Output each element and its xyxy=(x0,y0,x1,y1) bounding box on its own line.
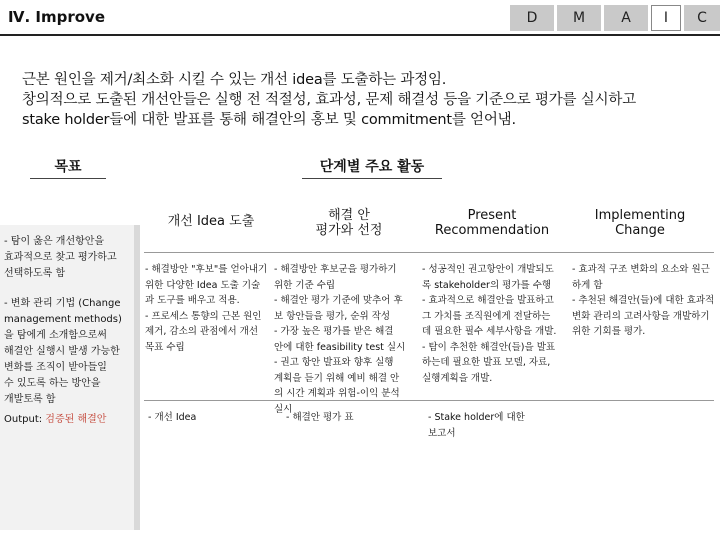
output-rule xyxy=(144,400,714,401)
intro-text xyxy=(22,70,720,130)
page-title: Ⅳ. Improve xyxy=(8,8,106,26)
goal-output-label: Output: xyxy=(4,414,46,425)
column-body-idea: - 해결방안 "후보"를 얻아내기 위한 다양한 Idea 도출 기술 과 도구를 배우고 적용. - 프로세스 통향의 근본 원인 제거, 감소의 관점에서 개선 목표 수립 xyxy=(145,264,268,353)
phase-tab-d[interactable]: D xyxy=(510,5,554,31)
column-title-evaluate: 해결 안 평가와 선정 xyxy=(315,208,383,238)
goal-output-value: 검증된 해결안 xyxy=(45,414,107,425)
goal-heading: 목표 xyxy=(54,159,82,175)
column-output-idea: - 개선 Idea xyxy=(148,412,197,423)
title-rule xyxy=(0,34,720,36)
column-body-implement: - 효과적 구조 변화의 요소와 원근 하게 함 - 추천된 해결안(들)에 대한 효과적 변화 관리의 고려사항을 개발하기 위한 기회를 평가. xyxy=(572,264,715,337)
column-title-implement: Implementing Change xyxy=(594,208,686,238)
intro-line-1: 근본 원인을 제거/최소화 시킬 수 있는 개선 idea를 도출하는 과정임. xyxy=(22,72,447,88)
goal-output xyxy=(4,410,106,425)
column-output-evaluate: - 해결안 평가 표 xyxy=(286,412,354,423)
phase-tab-a[interactable]: A xyxy=(604,5,648,31)
column-body-evaluate: - 해결방안 후보군을 평가하기 위한 기준 수립 - 해결안 평가 기준에 맞추어 후 보 항안들을 평가, 순위 작성 - 가장 높은 평가를 받은 해결 안에 대한 feasibility test 실시 - 권고 항안 발표와 향후 실행 계획을 듣기 위해 예비 해결 안 의 시간 계획과 위험-이익 분석 실시 xyxy=(274,264,406,415)
goal-divider xyxy=(134,225,140,530)
column-title-rule xyxy=(144,252,714,253)
intro-line-3: stake holder들에 대한 발표를 통해 해결안의 홍보 및 commitment를 얻어냄. xyxy=(22,112,516,128)
column-body-present: - 성공적인 권고항안이 개발되도 록 stakeholder의 평가를 수행 - 효과적으로 해결안을 발표하고 그 가치를 조직원에게 전달하는 데 필요한 필수 세부사항을 개발. - 탐이 추천한 해결안(들)을 발표 하는데 필요한 발표 모델, 자료, 실행계획을 개발. xyxy=(422,264,557,384)
phase-tab-i[interactable]: I xyxy=(651,5,681,31)
column-title-present: Present Recommendation xyxy=(434,208,550,238)
goal-item-2: - 변화 관리 기법 (Change management methods) 을 탐에게 소개함으로써 해결안 실행시 발생 가능한 변화를 조직이 받아들일 수 있도록 하는 방안을 개발토록 함 xyxy=(4,298,122,405)
intro-line-2: 창의적으로 도출된 개선안들은 실행 전 적절성, 효과성, 문제 해결성 등을 기준으로 평가를 실시하고 xyxy=(22,92,637,108)
activities-heading-underline xyxy=(302,178,442,179)
column-output-present: - Stake holder에 대한 보고서 xyxy=(428,412,525,439)
phase-tab-c[interactable]: C xyxy=(684,5,720,31)
activities-heading: 단계별 주요 활동 xyxy=(319,159,425,175)
goal-heading-underline xyxy=(30,178,106,179)
column-title-idea: 개선 Idea 도출 xyxy=(167,214,255,229)
phase-tab-m[interactable]: M xyxy=(557,5,601,31)
goal-item-1: - 탐이 옳은 개선항안을 효과적으로 찾고 평가하고 선택하도록 함 xyxy=(4,236,117,279)
